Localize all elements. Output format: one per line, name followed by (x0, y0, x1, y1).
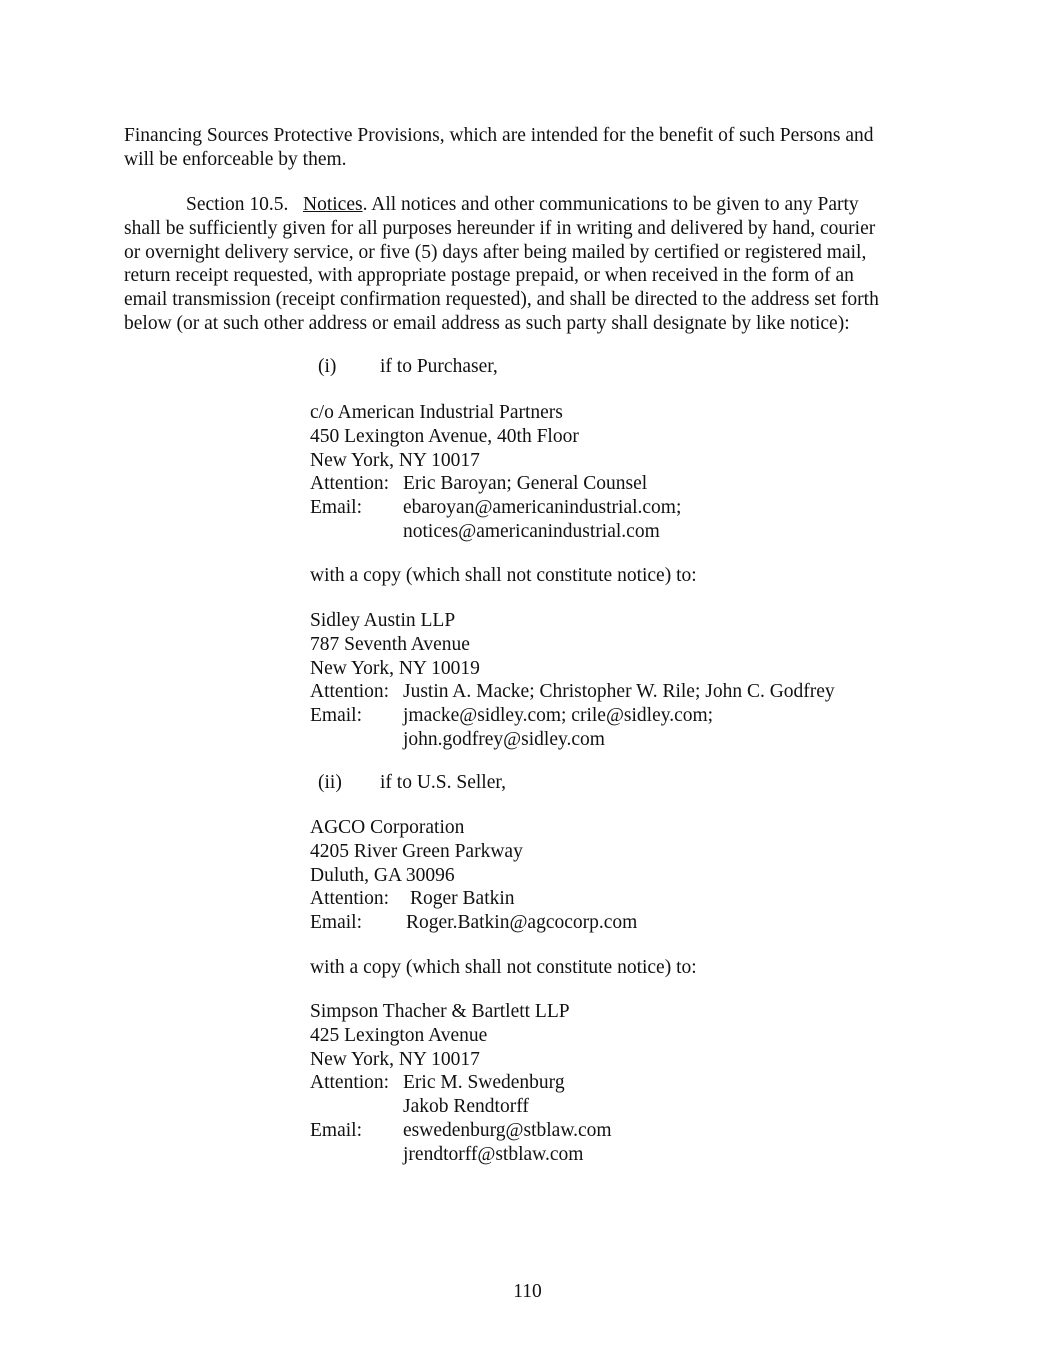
attention-row (310, 887, 637, 911)
email-row (310, 496, 681, 520)
email-row (310, 704, 835, 728)
copy-note-text: with a copy (which shall not constitute notice) to: (310, 565, 697, 586)
section-first-line-text: . All notices and other communications to be given to any Party (362, 194, 859, 215)
attention-label: Attention: (310, 1072, 390, 1094)
address-line: AGCO Corporation (310, 817, 465, 838)
section-first-line (124, 193, 934, 217)
address-line: Simpson Thacher & Bartlett LLP (310, 1001, 570, 1022)
section-number: Section 10.5. (186, 194, 289, 215)
item-label: if to Purchaser, (380, 356, 498, 377)
intro-line: Financing Sources Protective Provisions, which are intended for the benefit of such Persons and (124, 125, 874, 146)
address-line: New York, NY 10017 (310, 1048, 480, 1070)
attention-label: Attention: (310, 681, 390, 703)
attention-label: Attention: (310, 888, 390, 910)
intro-paragraph (124, 124, 934, 172)
address-line: 425 Lexington Avenue (310, 1024, 488, 1046)
attention-label: Attention: (310, 473, 390, 495)
intro-line: will be enforceable by them. (124, 148, 347, 170)
email-row (310, 1119, 612, 1143)
attention-row (310, 472, 681, 496)
email-value: jrendtorff@stblaw.com (403, 1143, 584, 1165)
email-label: Email: (310, 705, 362, 727)
attention-value: Roger Batkin (410, 888, 515, 910)
email-row (310, 1143, 612, 1167)
address-line: New York, NY 10017 (310, 449, 480, 471)
email-value: eswedenburg@stblaw.com (403, 1119, 612, 1141)
section-line: email transmission (receipt confirmation requested), and shall be directed to the address set forth (124, 289, 879, 311)
email-label: Email: (310, 912, 362, 934)
address-line: 450 Lexington Avenue, 40th Floor (310, 425, 579, 447)
item-label: if to U.S. Seller, (380, 772, 506, 793)
address-line: 4205 River Green Parkway (310, 840, 523, 862)
attention-value: Eric M. Swedenburg (403, 1072, 565, 1094)
attention-value: Justin A. Macke; Christopher W. Rile; John C. Godfrey (403, 681, 835, 703)
email-value: ebaroyan@americanindustrial.com; (403, 497, 682, 519)
page-number: 110 (513, 1281, 542, 1302)
copy-note-1 (310, 564, 697, 588)
section-heading: Notices (303, 194, 363, 215)
purchaser-item-heading (318, 356, 498, 378)
address-line: c/o American Industrial Partners (310, 402, 563, 423)
attention-row (310, 680, 835, 704)
copy-note-2 (310, 956, 697, 980)
attention-row (310, 1095, 612, 1119)
section-line: return receipt requested, with appropriate postage prepaid, or when received in the form of an (124, 265, 854, 287)
section-line: shall be sufficiently given for all purposes hereunder if in writing and delivered by hand, courier (124, 217, 876, 239)
address-line: Sidley Austin LLP (310, 610, 456, 631)
purchaser-counsel-block (310, 609, 835, 752)
address-line: 787 Seventh Avenue (310, 633, 470, 655)
attention-row (310, 1071, 612, 1095)
email-label: Email: (310, 1119, 362, 1141)
email-row (310, 520, 681, 544)
attention-value: Jakob Rendtorff (403, 1096, 529, 1118)
seller-item-heading (318, 772, 506, 794)
seller-address-block (310, 816, 637, 935)
purchaser-address-block (310, 401, 681, 544)
notices-section-paragraph (124, 193, 934, 336)
address-line: Duluth, GA 30096 (310, 864, 455, 886)
address-line: New York, NY 10019 (310, 657, 480, 679)
section-line: or overnight delivery service, or five (5) days after being mailed by certified or registered mail, (124, 241, 867, 263)
item-number: (ii) (318, 772, 342, 793)
item-number: (i) (318, 356, 337, 377)
section-line: below (or at such other address or email address as such party shall designate by like notice): (124, 312, 850, 334)
email-row (310, 911, 637, 935)
email-label: Email: (310, 497, 362, 519)
email-row (310, 728, 835, 752)
seller-counsel-block (310, 1000, 612, 1167)
attention-value: Eric Baroyan; General Counsel (403, 473, 648, 495)
email-value: jmacke@sidley.com; crile@sidley.com; (403, 705, 714, 727)
email-value: john.godfrey@sidley.com (403, 728, 605, 750)
email-value: notices@americanindustrial.com (403, 520, 660, 542)
email-value: Roger.Batkin@agcocorp.com (406, 912, 638, 934)
copy-note-text: with a copy (which shall not constitute notice) to: (310, 957, 697, 978)
